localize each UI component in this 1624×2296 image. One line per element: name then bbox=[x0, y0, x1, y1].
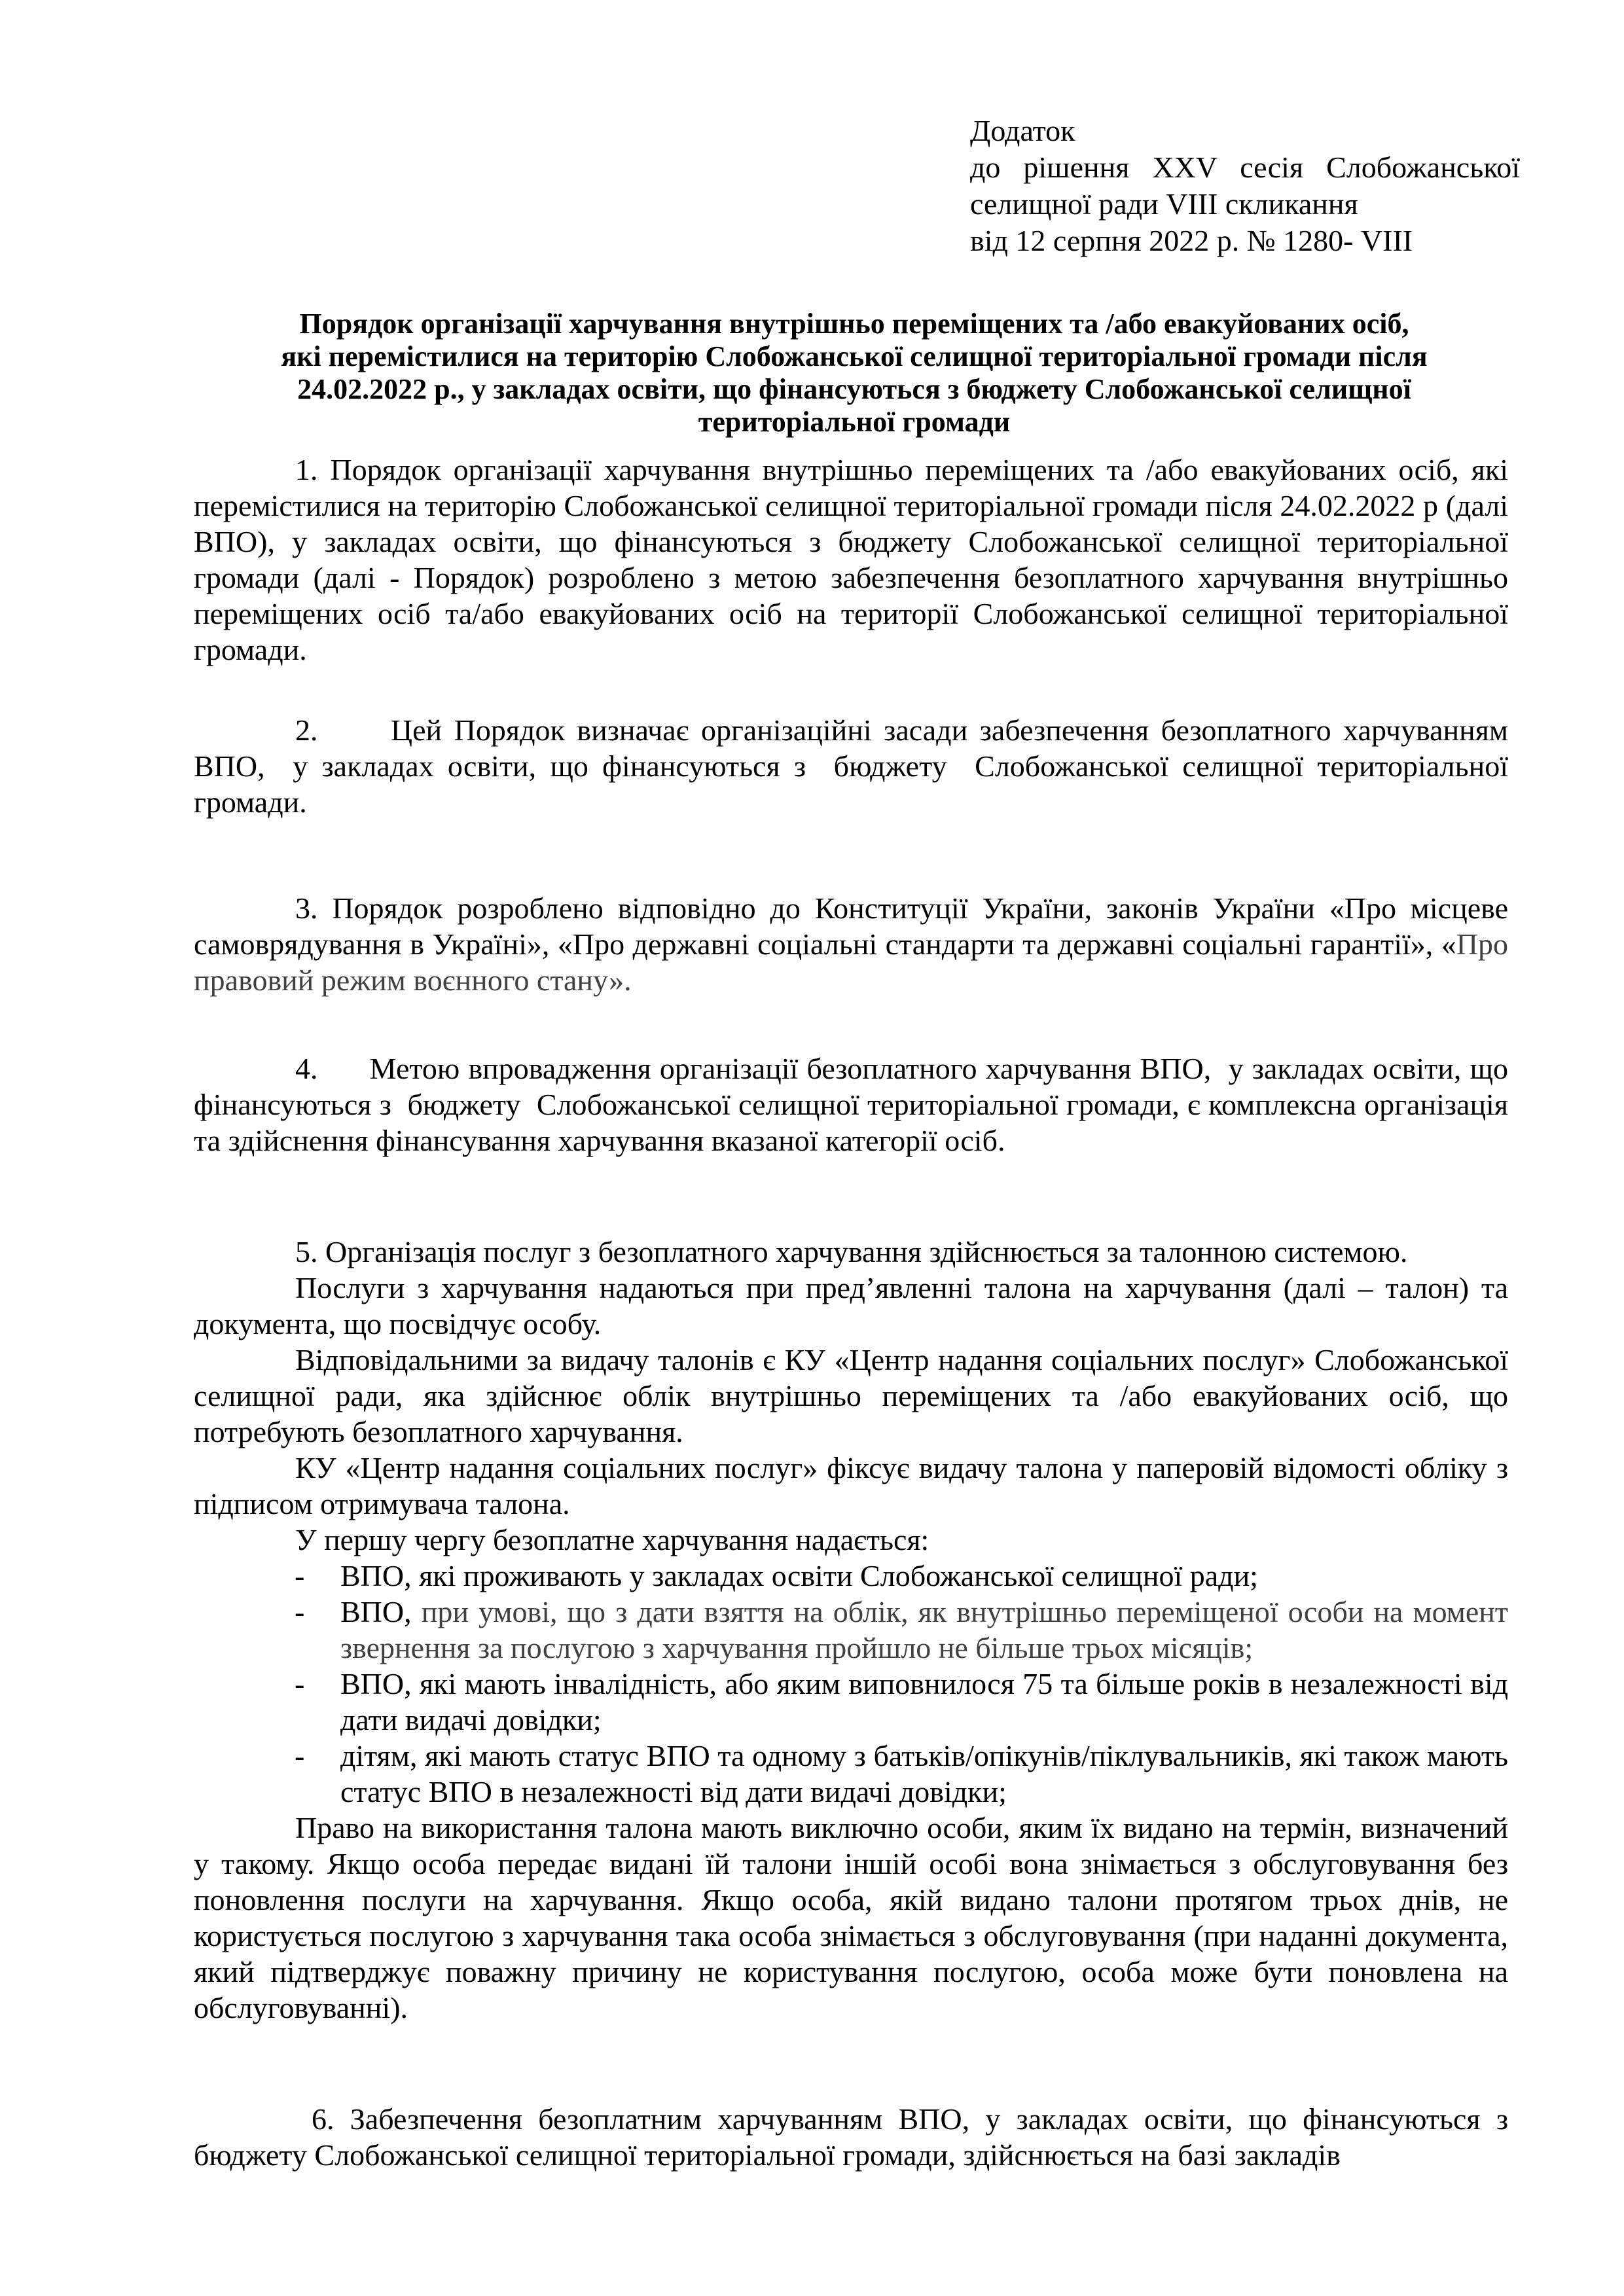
section-5-priority-intro: У першу чергу безоплатне харчування надається: bbox=[295, 1523, 929, 1556]
priority-list-item: - ВПО, при умові, що з дати взяття на облік, як внутрішньо переміщеної особи на момент звернення за послугою з харчування пройшло не більше трьох місяців; bbox=[295, 1595, 1508, 1664]
section-5-recording: КУ «Центр надання соціальних послуг» фіксує видачу талона у паперовій відомості обліку з підписом отримувача талона. bbox=[194, 1451, 1508, 1520]
appendix-council-line: селищної ради VIII скликання bbox=[970, 187, 1358, 221]
dash-bullet-icon: - bbox=[295, 1667, 305, 1700]
section-5-services: Послуги з харчування надаються при пред’явленні талона на харчування (далі – талон) та документа, що посвідчує особу. bbox=[194, 1271, 1508, 1340]
appendix-date-number: від 12 серпня 2022 р. № 1280- VIII bbox=[970, 224, 1413, 257]
section-1 bbox=[194, 452, 1508, 668]
appendix-label: Додаток bbox=[970, 114, 1075, 147]
dash-bullet-icon: - bbox=[295, 1559, 305, 1592]
appendix-decision-line: до рішення XXV сесія Слобожанської bbox=[970, 151, 1520, 184]
section-5-intro: 5. Організація послуг з безоплатного харчування здійснюється за талонною системою. bbox=[295, 1235, 1408, 1268]
priority-list-item: - ВПО, які мають інвалідність, або яким виповнилося 75 та більше років в незалежності від дати видачі довідки; bbox=[295, 1667, 1508, 1736]
title-line-3: 24.02.2022 р., у закладах освіти, що фінансуються з бюджету Слобожанської селищної bbox=[297, 373, 1411, 405]
section-4-text: 4. Метою впровадження організації безоплатного харчування ВПО, у закладах освіти, що фінансуються з бюджету Слобожанської селищної територіальної громади, є комплексна організація та здійснення фінансування харчування вказаної категорії осіб. bbox=[194, 1052, 1516, 1157]
section-6 bbox=[194, 2101, 1508, 2173]
section-2-text: 2. Цей Порядок визначає організаційні засади забезпечення безоплатного харчуванням ВПО, у закладах освіти, що фінансуються з бюджету Слобожанської селищної територіальної громади. bbox=[194, 713, 1516, 819]
section-6-text: 6. Забезпечення безоплатним харчуванням ВПО, у закладах освіти, що фінансуються з бюджету Слобожанської селищної територіальної громади, здійснюється на базі закладів bbox=[194, 2102, 1508, 2172]
title-line-4: територіальної громади bbox=[698, 406, 1011, 438]
priority-list-item: - ВПО, які проживають у закладах освіти Слобожанської селищної ради; bbox=[295, 1559, 1258, 1592]
dash-bullet-icon: - bbox=[295, 1739, 305, 1772]
section-4 bbox=[194, 1050, 1516, 1158]
title-line-2: які перемістилися на територію Слобожанської селищної територіальної громади після bbox=[281, 340, 1428, 372]
priority-list bbox=[194, 1558, 1508, 1810]
priority-list-item: - дітям, які мають статус ВПО та одному з батьків/опікунів/піклувальників, які також мають статус ВПО в незалежності від дати видачі довідки; bbox=[295, 1739, 1508, 1808]
dash-bullet-icon: - bbox=[295, 1595, 305, 1628]
appendix-header bbox=[970, 113, 1520, 259]
document-title bbox=[196, 308, 1512, 439]
section-1-text: 1. Порядок організації харчування внутрішньо переміщених та /або евакуйованих осіб, які перемістилися на територію Слобожанської селищної територіальної громади після 24.02.2022 р (далі ВПО), у закладах освіти, що фінансуються з бюджету Слобожанської селищної територіальної громади (далі - Порядок) розроблено з метою забезпечення безоплатного харчування внутрішньо переміщених осіб та/або евакуйованих осіб на території Слобожанської селищної територіальної громади. bbox=[194, 453, 1508, 666]
section-2 bbox=[194, 712, 1516, 820]
section-3-law-reference: Про правовий режим воєнного стану». bbox=[194, 927, 1508, 997]
section-5-responsible: Відповідальними за видачу талонів є КУ «Центр надання соціальних послуг» Слобожанської селищної ради, яка здійснює облік внутрішньо переміщених та /або евакуйованих осіб, що потребують безоплатного харчування. bbox=[194, 1343, 1508, 1448]
section-5 bbox=[194, 1234, 1508, 2026]
section-3-main: 3. Порядок розроблено відповідно до Конституції України, законів України «Про місцеве самоврядування в Україні», «Про державні соціальні стандарти та державні соціальні гарантії», « bbox=[194, 891, 1508, 961]
section-3-text bbox=[194, 890, 1508, 998]
title-line-1: Порядок організації харчування внутрішньо переміщених та /або евакуйованих осіб, bbox=[299, 308, 1409, 340]
section-5-usage-rights: Право на використання талона мають виключно особи, яким їх видано на термін, визначений у такому. Якщо особа передає видані їй талони іншій особі вона знімається з обслуговування без поновлення послуги на харчування. Якщо особа, якій видано талони протягом трьох днів, не користується послугою з харчування така особа знімається з обслуговування (при наданні документа, який підтверджує поважну причину не користування послугою, особа може бути поновлена на обслуговуванні). bbox=[194, 1811, 1508, 2024]
section-3 bbox=[194, 890, 1508, 998]
